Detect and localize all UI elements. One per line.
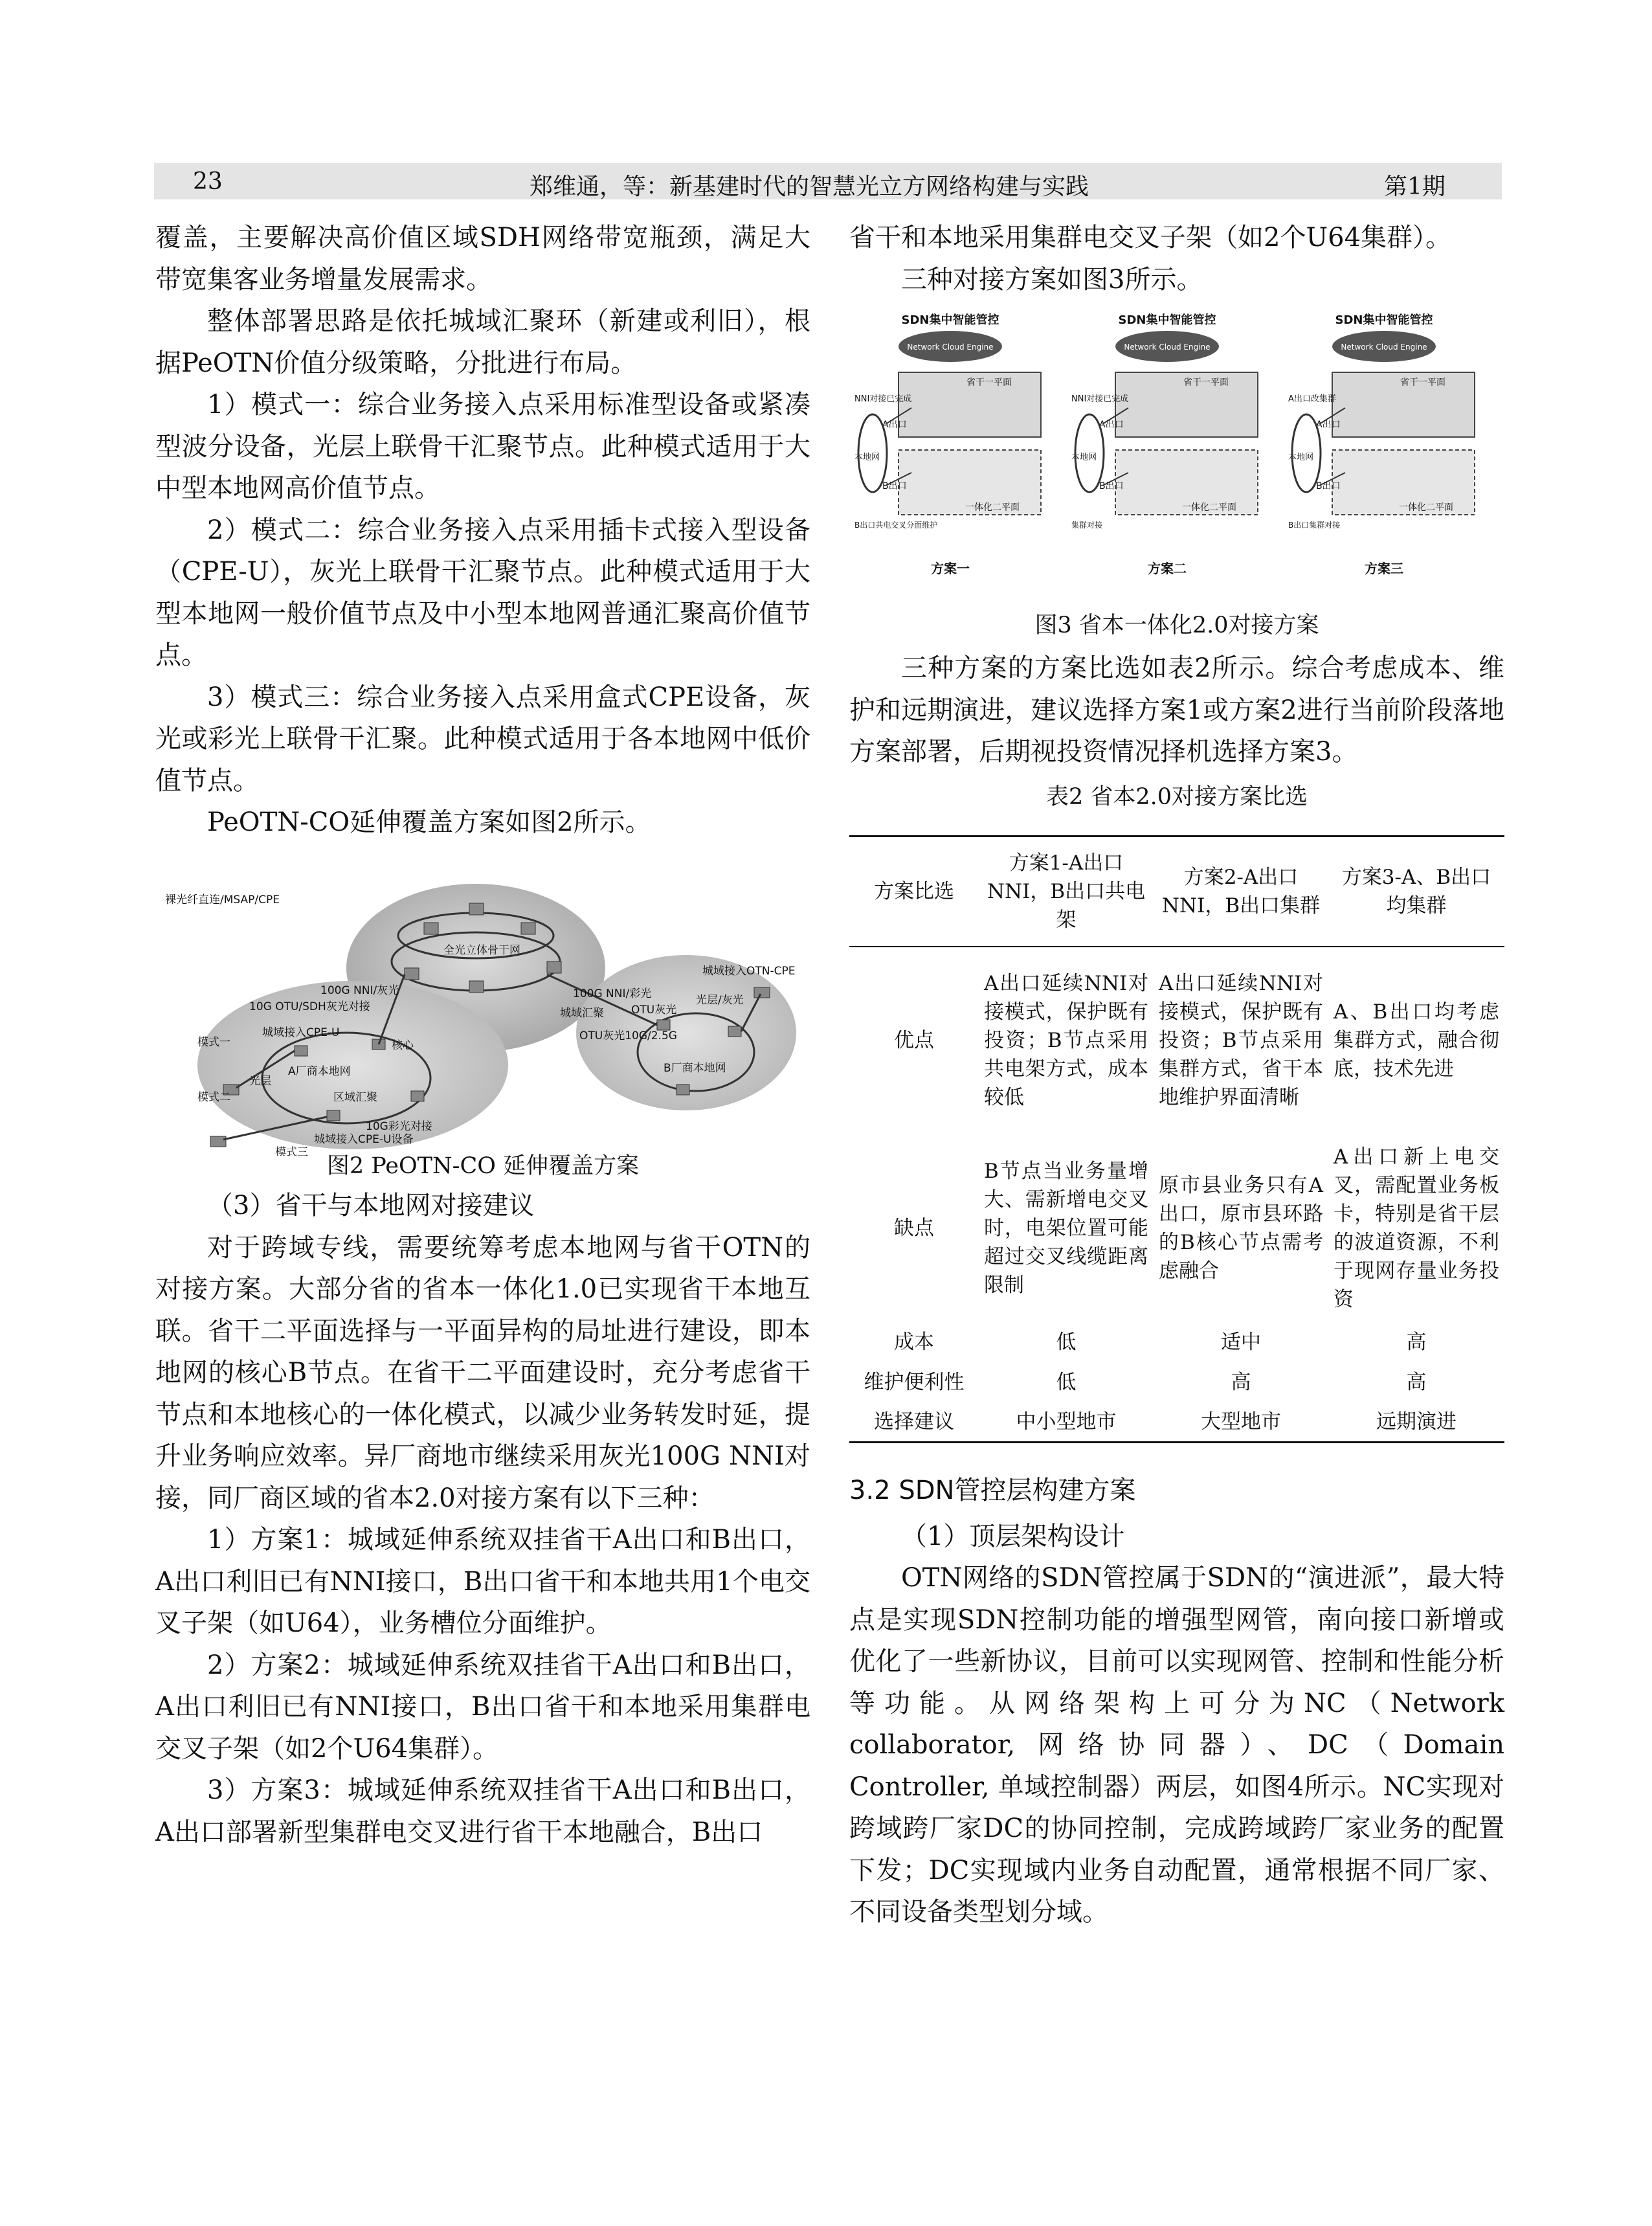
fig3-bottom-plane-label: 一体化二平面 [1182,502,1236,513]
right-column-top [849,217,1504,300]
table-cell: 中小型地市 [1016,1410,1117,1433]
paragraph: 三种对接方案如图3所示。 [901,264,1203,295]
fig3-top-plane-label: 省干一平面 [1400,377,1446,388]
paragraph: （3）省干与本地网对接建议 [207,1191,535,1220]
table-header-cell: 方案2-A出口NNI，B出口集群 [1161,865,1321,917]
fig3-scheme-name: 方案二 [1148,561,1187,576]
table-cell: A出口延续NNI对接模式，保护既有投资；B节点采用共电架方式，成本较低 [984,972,1148,1109]
paragraph: 整体部署思路是依托城域汇聚环（新建或利旧），根据PeOTN价值分级策略，分批进行布局。 [155,306,810,378]
table-cell: 低 [1056,1330,1077,1354]
fig2-label: 城域接入OTN-CPE [702,965,796,978]
table-2-caption: 表2 省本2.0对接方案比选 [1045,784,1308,810]
table-row [849,1322,1504,1362]
table-cell: 优点 [894,1029,934,1052]
fig2-label: 10G OTU/SDH灰光对接 [249,1000,370,1013]
paragraph: 3）方案3：城域延伸系统双挂省干A出口和B出口，A出口部署新型集群电交叉进行省干本地融合，B出口 [155,1775,810,1847]
fig2-label: 光层 [249,1075,271,1088]
table-cell: 高 [1406,1330,1427,1354]
fig3-nni-label: NNI对接已完成 [1071,394,1129,404]
table-cell: 远期演进 [1376,1410,1457,1433]
fig2-label: 裸光纤直连/MSAP/CPE [165,894,280,906]
table-2 [849,835,1504,1443]
fig3-note-label: B出口集群对接 [1288,521,1341,530]
table-cell: 高 [1406,1370,1427,1394]
fig2-label: 城域汇聚 [560,1007,604,1020]
fig2-label: 模式三 [275,1146,308,1156]
fig3-controller-label: SDN集中智能管控 [1335,313,1433,327]
fig3-a-exit-label: A出口 [1099,420,1124,430]
fig3-top-plane-label: 省干一平面 [1183,377,1229,388]
table-cell: 高 [1231,1370,1251,1394]
fig2-label: OTU灰光 [631,1004,677,1017]
fig2-label: 城域接入CPE-U [262,1026,340,1039]
fig3-scheme-name: 方案三 [1365,561,1403,576]
fig3-local-net-label: 本地网 [1071,453,1097,462]
paragraph: 1）模式一：综合业务接入点采用标准型设备或紧凑型波分设备，光层上联骨干汇聚节点。此种模式适用于大中型本地网高价值节点。 [155,390,810,503]
fig3-controller-label: SDN集中智能管控 [1118,313,1216,327]
fig3-b-exit-label: B出口 [882,481,907,491]
fig3-controller-label: SDN集中智能管控 [901,313,999,327]
table-cell: A出口延续NNI对接模式，保护既有投资；B节点采用集群方式，省干本地维护界面清晰 [1159,972,1323,1109]
figure-2 [159,877,806,1156]
paragraph: 覆盖，主要解决高价值区域SDH网络带宽瓶颈，满足大带宽集客业务增量发展需求。 [155,223,810,295]
fig2-label: 城域接入CPE-U设备 [314,1133,414,1146]
fig3-bottom-plane-label: 一体化二平面 [965,502,1020,513]
fig2-label: 区域汇聚 [333,1091,377,1104]
fig2-label: OTU灰光10G/2.5G [579,1029,677,1042]
fig3-a-exit-label: A出口 [1316,420,1341,430]
paragraph: 三种方案的方案比选如表2所示。综合考虑成本、维护和远期演进，建议选择方案1或方案2进行当前阶段落地方案部署，后期视投资情况择机选择方案3。 [849,653,1504,767]
fig3-local-net-label: 本地网 [854,453,880,462]
page-number: 23 [193,168,223,195]
table-cell: A、B出口均考虑集群方式，融合彻底，技术先进 [1334,1000,1499,1081]
fig3-bottom-plane-label: 一体化二平面 [1399,502,1453,513]
paragraph: 省干和本地采用集群电交叉子架（如2个U64集群）。 [849,223,1452,253]
fig3-local-net-label: 本地网 [1288,453,1314,462]
left-column-top [155,217,810,844]
paragraph: PeOTN-CO延伸覆盖方案如图2所示。 [207,807,651,837]
fig2-label: A厂商本地网 [288,1065,351,1078]
table-cell: 选择建议 [874,1410,954,1433]
table-cell: 维护便利性 [864,1370,965,1394]
fig3-cloud-label: Network Cloud Engine [1341,343,1427,352]
fig2-label: 100G NNI/灰光 [320,984,399,997]
table-row [849,1134,1504,1322]
fig2-label: 核心 [392,1039,414,1052]
table-cell: 适中 [1221,1330,1261,1354]
table-cell: 成本 [894,1330,934,1354]
paragraph: （1）顶层架构设计 [901,1521,1125,1551]
fig2-label: 模式一 [197,1036,230,1049]
table-header-cell: 方案比选 [874,879,954,903]
fig3-note-label: B出口共电交叉分面维护 [854,521,938,530]
table-cell: 缺点 [894,1216,934,1240]
issue-label: 第1期 [1384,174,1446,200]
fig3-nni-label: NNI对接已完成 [854,394,912,404]
figure-3-diagram [853,304,1501,589]
fig2-label: 全光立体骨干网 [443,944,520,957]
right-column-bottom [849,1470,1504,1933]
paragraph: OTN网络的SDN管控属于SDN的“演进派”，最大特点是实现SDN控制功能的增强型网管，南向接口新增或优化了一些新协议，目前可以实现网管、控制和性能分析等功能。从网络架构上可分为NC（Network collaborator, 网络协同器）、DC（Domain Controller, 单域控制器）两层，如图4所示。NC实现对跨域跨厂家DC的协同控制，完成跨域跨厂家业务的配置下发；DC实现域内业务自动配置，通常根据不同厂家、不同设备类型划分域。 [849,1563,1504,1927]
fig3-scheme-name: 方案一 [931,561,970,576]
fig3-nni-label: A出口改集群 [1288,394,1336,404]
fig3-b-exit-label: B出口 [1099,481,1124,491]
left-column-bottom [155,1185,810,1853]
fig2-label: 10G彩光对接 [366,1120,432,1133]
paragraph: 3）模式三：综合业务接入点采用盒式CPE设备，灰光或彩光上联骨干汇聚。此种模式适用于各本地网中低价值节点。 [155,682,810,796]
fig3-a-exit-label: A出口 [882,420,907,430]
table-row [849,1362,1504,1402]
paragraph: 对于跨域专线，需要统筹考虑本地网与省干OTN的对接方案。大部分省的省本一体化1.0已实现省干本地互联。省干二平面选择与一平面异构的局址进行建设，即本地网的核心B节点。在省干二平面建设时，充分考虑省干节点和本地核心的一体化模式，以减少业务转发时延，提升业务响应效率。异厂商地市继续采用灰光100G NNI对接，同厂商区域的省本2.0对接方案有以下三种： [155,1232,810,1513]
fig3-b-exit-label: B出口 [1316,481,1341,491]
fig2-label: 模式二 [197,1091,230,1104]
table-cell: B节点当业务量增大、需新增电交叉时，电架位置可能超过交叉线缆距离限制 [984,1159,1148,1297]
table-cell: 原市县业务只有A出口，原市县环路的B核心节点需考虑融合 [1159,1173,1323,1283]
right-column-mid [849,647,1504,773]
paragraph: 1）方案1：城域延伸系统双挂省干A出口和B出口，A出口利旧已有NNI接口，B出口省干和本地共用1个电交叉子架（如U64），业务槽位分面维护。 [155,1525,810,1638]
table-header-row [849,837,1504,947]
running-title: 郑维通，等：新基建时代的智慧光立方网络构建与实践 [530,174,1089,200]
fig2-label: 100G NNI/彩光 [573,987,652,1000]
running-header [154,163,1502,199]
fig2-label: B厂商本地网 [664,1062,726,1075]
fig3-cloud-label: Network Cloud Engine [907,343,994,352]
table-header-cell: 方案1-A出口NNI，B出口共电架 [987,851,1146,932]
fig3-note-label: 集群对接 [1071,521,1103,530]
table-cell: 低 [1056,1370,1077,1394]
fig3-top-plane-label: 省干一平面 [966,377,1012,388]
table-row [849,1402,1504,1443]
figure-2-diagram [159,877,806,1156]
fig2-label: 光层/灰光 [696,994,744,1007]
section-heading: 3.2 SDN管控层构建方案 [849,1476,1136,1505]
table-header-cell: 方案3-A、B出口均集群 [1341,865,1491,917]
table-cell: A出口新上电交叉，需配置业务板卡，特别是省干层的波道资源，不利于现网存量业务投资 [1334,1145,1499,1311]
paragraph: 2）方案2：城域延伸系统双挂省干A出口和B出口，A出口利旧已有NNI接口，B出口省干和本地采用集群电交叉子架（如2个U64集群）。 [155,1650,810,1764]
figure-2-caption: 图2 PeOTN-CO 延伸覆盖方案 [326,1153,640,1179]
figure-3-caption: 图3 省本一体化2.0对接方案 [1034,613,1319,638]
fig3-cloud-label: Network Cloud Engine [1124,343,1211,352]
table-row [849,947,1504,1134]
paragraph: 2）模式二：综合业务接入点采用插卡式接入型设备（CPE-U），灰光上联骨干汇聚节点。此种模式适用于大型本地网一般价值节点及中小型本地网普通汇聚高价值节点。 [155,515,810,670]
table-cell: 大型地市 [1201,1410,1281,1433]
figure-3 [853,304,1501,589]
